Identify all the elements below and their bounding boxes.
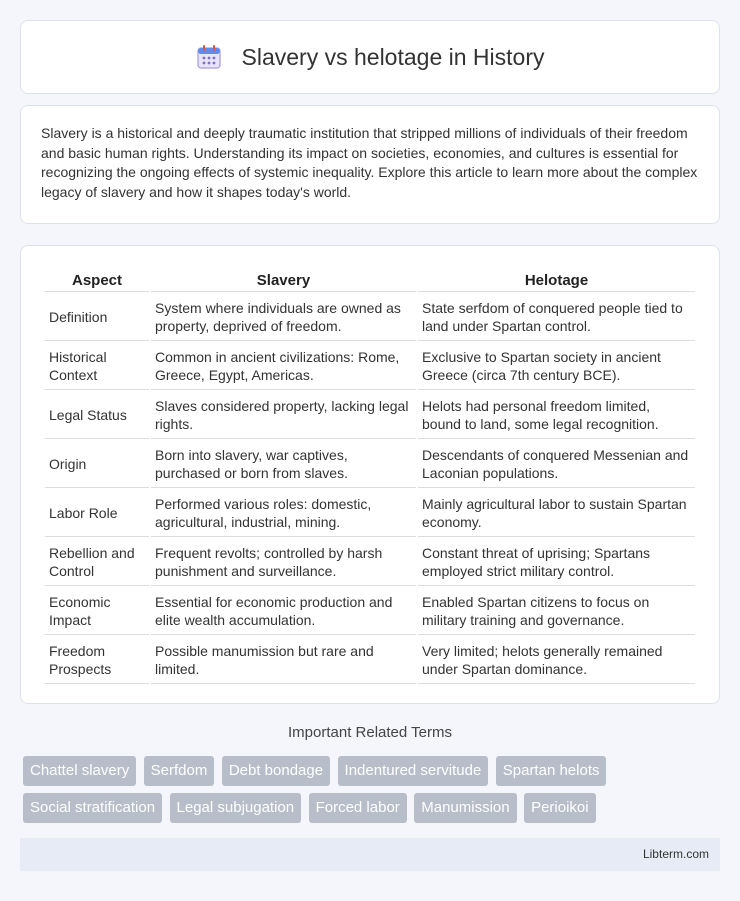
slavery-cell: Common in ancient civilizations: Rome, Greece, Egypt, Americas. [151, 343, 416, 390]
aspect-cell: Labor Role [45, 490, 149, 537]
aspect-cell: Definition [45, 294, 149, 341]
related-term-tag[interactable]: Legal subjugation [170, 793, 302, 823]
helotage-cell: Helots had personal freedom limited, bound to land, some legal recognition. [418, 392, 695, 439]
aspect-cell: Economic Impact [45, 588, 149, 635]
header-card [20, 20, 720, 94]
header-aspect: Aspect [45, 266, 149, 292]
slavery-cell: Essential for economic production and elite wealth accumulation. [151, 588, 416, 635]
header-slavery: Slavery [151, 266, 416, 292]
helotage-cell: Descendants of conquered Messenian and Laconian populations. [418, 441, 695, 488]
table-row [45, 637, 695, 684]
table-row [45, 392, 695, 439]
table-header-row [45, 266, 695, 292]
aspect-cell: Historical Context [45, 343, 149, 390]
header-helotage: Helotage [418, 266, 695, 292]
comparison-table-card [20, 245, 720, 704]
table-row [45, 539, 695, 586]
footer [20, 838, 720, 871]
related-term-tag[interactable]: Spartan helots [496, 756, 607, 786]
helotage-cell: Mainly agricultural labor to sustain Spartan economy. [418, 490, 695, 537]
intro-text: Slavery is a historical and deeply traumatic institution that stripped millions of individuals of their freedom and basic human rights. Understanding its impact on societies, economies, and cultures is essential for recognizing the ongoing effects of systemic inequality. Explore this article to learn more about the complex legacy of slavery and how it shapes today's world. [41, 125, 698, 200]
intro-card [20, 105, 720, 224]
slavery-cell: Slaves considered property, lacking legal rights. [151, 392, 416, 439]
table-row [45, 343, 695, 390]
related-terms-list [23, 756, 723, 830]
table-row [45, 294, 695, 341]
aspect-cell: Freedom Prospects [45, 637, 149, 684]
slavery-cell: Frequent revolts; controlled by harsh punishment and surveillance. [151, 539, 416, 586]
helotage-cell: State serfdom of conquered people tied to land under Spartan control. [418, 294, 695, 341]
footer-brand-link[interactable]: Libterm.com [642, 847, 709, 861]
aspect-cell: Rebellion and Control [45, 539, 149, 586]
related-term-tag[interactable]: Perioikoi [524, 793, 596, 823]
slavery-cell: Born into slavery, war captives, purchased or born from slaves. [151, 441, 416, 488]
page-title: Slavery vs helotage in History [241, 43, 545, 70]
slavery-cell: Performed various roles: domestic, agricultural, industrial, mining. [151, 490, 416, 537]
related-term-tag[interactable]: Social stratification [23, 793, 162, 823]
aspect-cell: Origin [45, 441, 149, 488]
related-term-tag[interactable]: Indentured servitude [338, 756, 489, 786]
helotage-cell: Constant threat of uprising; Spartans employed strict military control. [418, 539, 695, 586]
helotage-cell: Enabled Spartan citizens to focus on military training and governance. [418, 588, 695, 635]
related-term-tag[interactable]: Serfdom [144, 756, 215, 786]
aspect-cell: Legal Status [45, 392, 149, 439]
related-term-tag[interactable]: Debt bondage [222, 756, 330, 786]
calendar-icon [196, 44, 222, 70]
table-row [45, 441, 695, 488]
comparison-table [43, 264, 697, 686]
related-term-tag[interactable]: Forced labor [309, 793, 407, 823]
table-row [45, 490, 695, 537]
helotage-cell: Exclusive to Spartan society in ancient Greece (circa 7th century BCE). [418, 343, 695, 390]
slavery-cell: Possible manumission but rare and limited. [151, 637, 416, 684]
helotage-cell: Very limited; helots generally remained under Spartan dominance. [418, 637, 695, 684]
table-row [45, 588, 695, 635]
slavery-cell: System where individuals are owned as property, deprived of freedom. [151, 294, 416, 341]
related-term-tag[interactable]: Chattel slavery [23, 756, 136, 786]
related-term-tag[interactable]: Manumission [414, 793, 516, 823]
related-terms-title: Important Related Terms [288, 724, 452, 741]
